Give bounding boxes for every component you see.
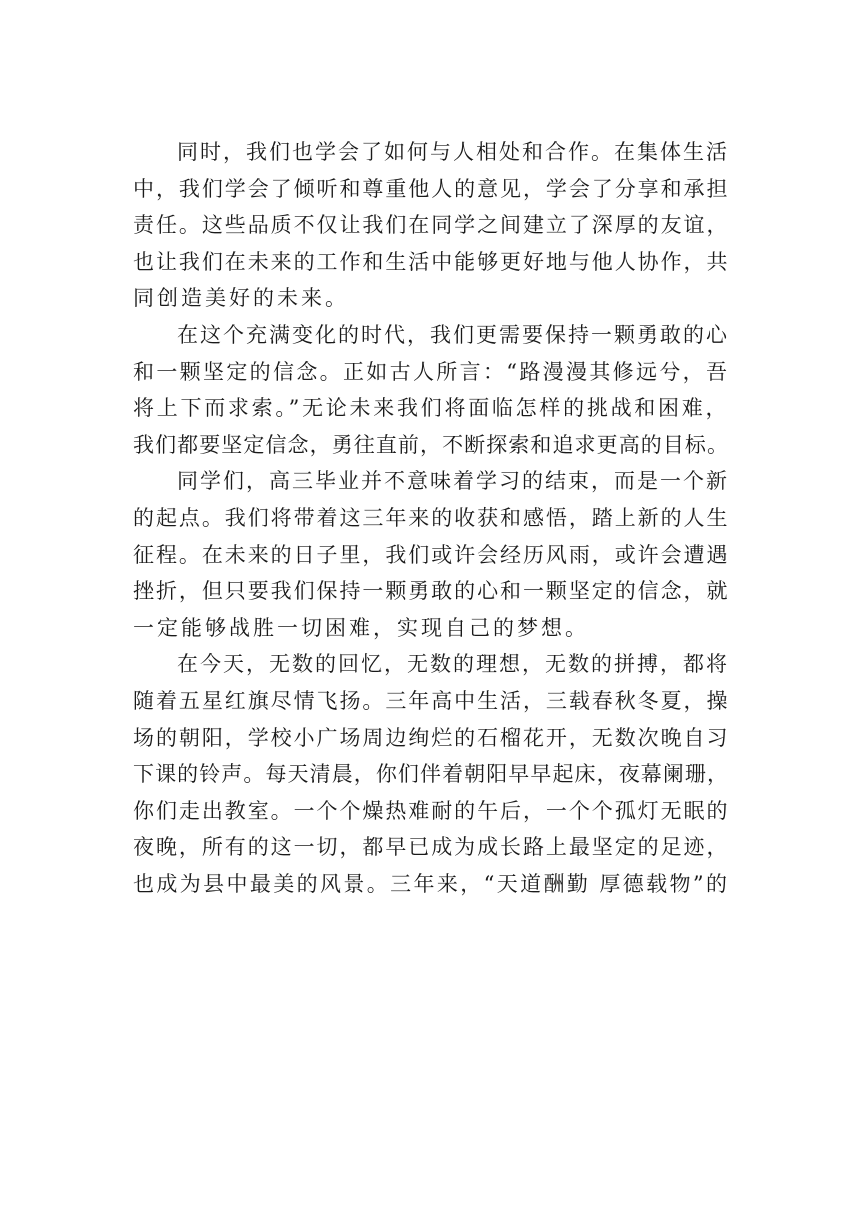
paragraph-line: 同时，我们也学会了如何与人相处和合作。在集体生活 [177,140,729,164]
paragraph-line: 你们走出教室。一个个燥热难耐的午后，一个个孤灯无眠的 [133,798,729,823]
paragraph-line: 在今天，无数的回忆，无数的理想，无数的拼搏，都将 [177,652,729,677]
paragraph-line: 下课的铃声。每天清晨，你们伴着朝阳早早起床，夜幕阑珊， [133,762,729,787]
paragraph-line: 将上下而求索。”无论未来我们将面临怎样的挑战和困难， [133,396,729,421]
paragraph-line: 征程。在未来的日子里，我们或许会经历风雨，或许会遭遇 [133,542,729,567]
paragraph-line: 责任。这些品质不仅让我们在同学之间建立了深厚的友谊， [133,213,729,238]
paragraph-line: 中，我们学会了倾听和尊重他人的意见，学会了分享和承担 [133,176,729,201]
paragraph-line: 在这个充满变化的时代，我们更需要保持一颗勇敢的心 [177,322,729,347]
paragraph-line: 也成为县中最美的风景。三年来，“天道酬勤 厚德载物”的 [133,871,729,896]
paragraph-line: 夜晚，所有的这一切，都早已成为成长路上最坚定的足迹， [133,835,729,860]
paragraph-line: 随着五星红旗尽情飞扬。三年高中生活，三载春秋冬夏，操 [133,688,729,713]
paragraph-line: 和一颗坚定的信念。正如古人所言：“路漫漫其修远兮，吾 [133,359,729,384]
paragraph-line: 的起点。我们将带着这三年来的收获和感悟，踏上新的人生 [133,505,729,530]
paragraph-line: 场的朝阳，学校小广场周边绚烂的石榴花开，无数次晚自习 [133,725,729,750]
body-text [133,134,729,902]
paragraph-line: 挫折，但只要我们保持一颗勇敢的心和一颗坚定的信念，就 [133,579,729,604]
paragraph-line: 我们都要坚定信念，勇往直前，不断探索和追求更高的目标。 [133,432,729,457]
paragraph-line: 也让我们在未来的工作和生活中能够更好地与他人协作，共 [133,249,729,274]
paragraph-line: 同创造美好的未来。 [133,286,349,311]
paragraph-line: 一定能够战胜一切困难，实现自己的梦想。 [133,615,589,640]
paragraph-line: 同学们，高三毕业并不意味着学习的结束，而是一个新 [177,469,729,494]
